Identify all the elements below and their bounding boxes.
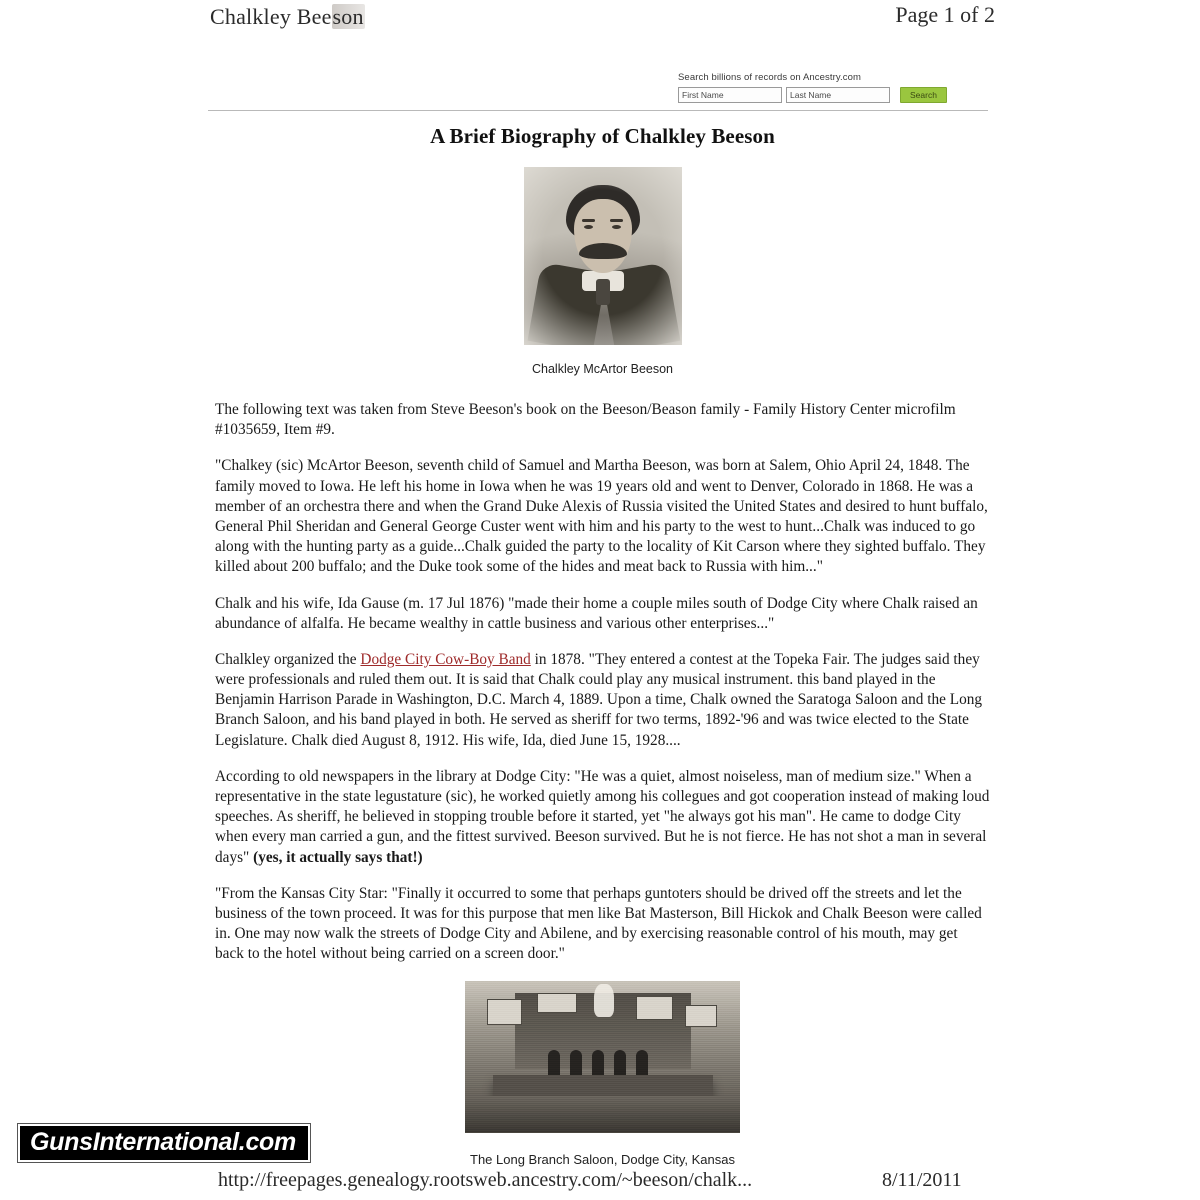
editor-aside: (yes, it actually says that!) xyxy=(253,848,423,866)
page-header xyxy=(0,0,1200,46)
newspaper-description-text: According to old newspapers in the library at Dodge City: "He was a quiet, almost noiseless, man of medium size." When a representative in the state legustature (sic), he worked quietly among his collegues and got cooperation instead of making loud speeches. As sheriff, he believed in stopping trouble before it started, yet "he always got his man". He came to dodge City when every man carried a gun, and the fittest survived. Beeson survived. But he is not fierce. He has not shot a man in several days" xyxy=(215,767,990,866)
paragraph-marriage-and-farm: Chalk and his wife, Ida Gause (m. 17 Jul 1876) "made their home a couple miles south of Dodge City where Chalk raised an abundance of alfalfa. He became wealthy in cattle business and various other enterprises..." xyxy=(215,594,978,632)
paragraph-birth-and-buffalo-hunt: "Chalkey (sic) McArtor Beeson, seventh child of Samuel and Martha Beeson, was born at Salem, Ohio April 24, 1848. The family moved to Iowa. He left his home in Iowa when he was 19 years old and went to Denver, Colorado in 1868. He was a member of an orchestra there and when the Grand Duke Alexis of Russia visited the United States and desired to hunt buffalo, General Phil Sheridan and General George Custer went with him and his party to the west to hunt...Chalk was induced to go along with the hunting party as a guide...Chalk guided the party to the locality of Kit Carson where they sighted buffalo. They killed about 200 buffalo; and the Duke took some of the hides and meat back to Russia with him..." xyxy=(215,457,988,576)
ancestry-search-fields[interactable] xyxy=(678,87,988,103)
paragraph-newspaper-description xyxy=(215,767,990,868)
portrait-figure xyxy=(215,167,990,350)
saloon-caption: The Long Branch Saloon, Dodge City, Kansas xyxy=(470,1151,735,1167)
ancestry-search-button[interactable]: Search xyxy=(900,87,947,103)
footer-print-date: 8/11/2011 xyxy=(882,1169,962,1191)
gunsinternational-watermark xyxy=(18,1124,310,1162)
dodge-city-cow-boy-band-link[interactable]: Dodge City Cow-Boy Band xyxy=(360,650,531,668)
portrait-caption: Chalkley McArtor Beeson xyxy=(531,362,674,376)
band-text-after-link: in 1878. "They entered a contest at the Topeka Fair. The judges said they were professionals and ruled them out. It is said that Chalk could play any musical instrument. this band played in the Benjamin Harrison Parade in Washington, D.C. March 4, 1889. Upon a time, Chalk owned the Saratoga Saloon and the Long Branch Saloon, and his band played in both. He served as sheriff for two terms, 1892-'96 and was twice elected to the State Legislature. Chalk died August 8, 1912. His wife, Ida, died June 15, 1928.... xyxy=(215,650,983,749)
header-divider xyxy=(208,110,988,111)
header-document-title xyxy=(210,4,365,30)
band-text-before-link: Chalkley organized the xyxy=(215,650,361,668)
first-name-input[interactable] xyxy=(678,87,782,103)
ancestry-search-widget[interactable] xyxy=(678,72,988,103)
footer-url: http://freepages.genealogy.rootsweb.ancestry.com/~beeson/chalk... xyxy=(218,1169,753,1191)
paragraph-kansas-city-star: "From the Kansas City Star: "Finally it occurred to some that perhaps guntoters should be drived off the streets and let the business of the town proceed. It was for this purpose that men like Bat Masterson, Bill Hickok and Chalk Beeson were called in. One may now walk the streets of Dodge City and Abilene, and by exercising reasonable control of his mouth, may get back to the hotel without being carried on a screen door." xyxy=(215,884,982,963)
saloon-figure xyxy=(215,981,990,1138)
paragraph-source-note: The following text was taken from Steve Beeson's book on the Beeson/Beason family - Family History Center microfilm #1035659, Item #9. xyxy=(215,401,956,439)
header-title-text: Chalkley Bee xyxy=(210,4,332,29)
ancestry-search-caption: Search billions of records on Ancestry.com xyxy=(678,72,862,83)
page-indicator: Page 1 of 2 xyxy=(895,2,995,27)
portrait-photo-chalkley-beeson xyxy=(524,167,682,345)
paragraph-cowboy-band xyxy=(215,650,990,751)
watermark-text: GunsInternational.com xyxy=(30,1128,296,1156)
page-title: A Brief Biography of Chalkley Beeson xyxy=(430,124,775,148)
document-body xyxy=(215,124,990,1167)
saloon-photo-long-branch xyxy=(465,981,740,1133)
last-name-input[interactable] xyxy=(786,87,890,103)
header-title-smudged-text: son xyxy=(332,4,364,29)
